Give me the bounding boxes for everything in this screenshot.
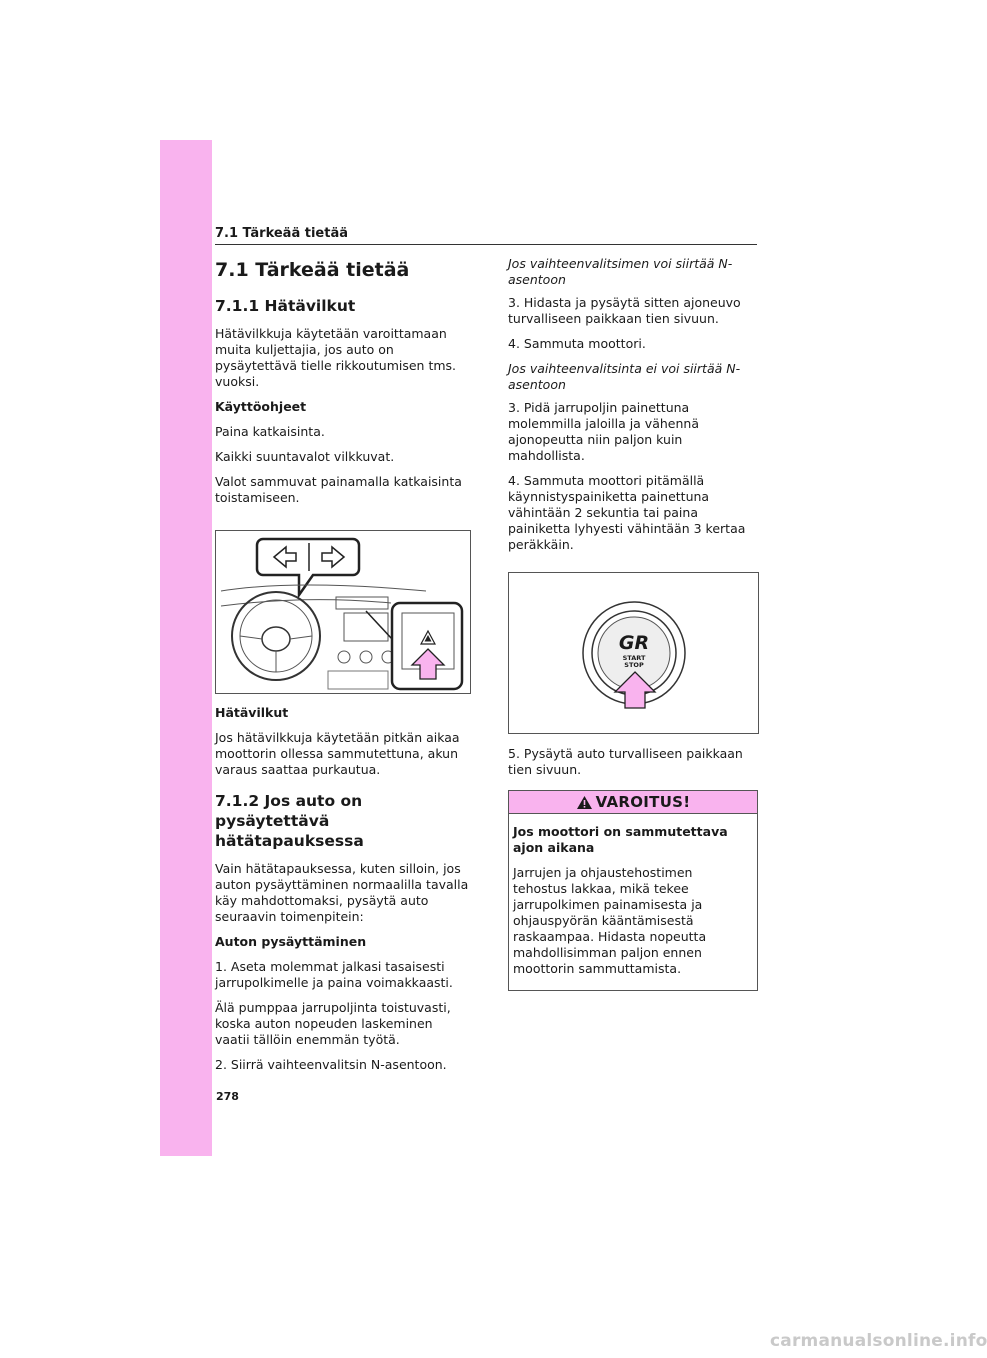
section-title-hazard-lights: 7.1.1 Hätävilkut	[215, 297, 356, 315]
chapter-title: 7.1 Tärkeää tietää	[215, 259, 410, 281]
warning-header	[509, 791, 757, 814]
hazard-note-text: Jos hätävilkkuja käytetään pitkän aikaa moottorin ollessa sammutettuna, akun varaus saattaa purkautua.	[215, 730, 460, 777]
warning-body	[509, 814, 757, 990]
hazard-intro: Hätävilkkuja käytetään varoittamaan muita kuljettajia, jos auto on pysäytettävä tielle rikkoutumisen tms. vuoksi.	[215, 326, 457, 389]
section-title-emergency-stop: 7.1.2 Jos auto on pysäytettävä hätätapauksessa	[215, 792, 364, 850]
case-a-heading: Jos vaihteenvalitsimen voi siirtää N-asentoon	[508, 256, 733, 287]
instructions-heading: Käyttöohjeet	[215, 399, 307, 414]
case-b-heading: Jos vaihteenvalitsinta ei voi siirtää N-asentoon	[508, 361, 741, 392]
step-5: 5. Pysäytä auto turvalliseen paikkaan tien sivuun.	[508, 746, 743, 777]
warning-text: Jarrujen ja ohjaustehostimen tehostus lakkaa, mikä tekee jarrupolkimen painamisesta ja ohjauspyörän kääntämisestä raskaampaa. Hidasta nopeutta mahdollisimman paljon ennen moottorin sammuttamista.	[513, 865, 707, 976]
warning-box	[508, 790, 758, 991]
step-1: 1. Aseta molemmat jalkasi tasaisesti jarrupolkimelle ja paina voimakkaasti.	[215, 959, 453, 990]
running-header: 7.1 Tärkeää tietää	[215, 226, 348, 241]
warning-triangle-icon	[576, 795, 593, 810]
button-label-stop: STOP	[624, 661, 644, 669]
chapter-side-tab	[160, 140, 212, 1156]
case-b-step-3: 3. Pidä jarrupoljin painettuna molemmilla jaloilla ja vähennä ajonopeutta niin paljon kuin mahdollista.	[508, 400, 699, 463]
step-2: 2. Siirrä vaihteenvalitsin N-asentoon.	[215, 1057, 447, 1072]
page-number: 278	[216, 1090, 239, 1103]
header-rule	[215, 244, 757, 245]
start-stop-button-illustration	[508, 572, 759, 734]
instruction-off: Valot sammuvat painamalla katkaisinta toistamiseen.	[215, 474, 462, 505]
footer-watermark: carmanualsonline.info	[770, 1331, 987, 1351]
step-1-note: Älä pumppaa jarrupoljinta toistuvasti, koska auton nopeuden laskeminen vaatii tällöin enemmän työtä.	[215, 1000, 451, 1047]
instruction-press: Paina katkaisinta.	[215, 424, 325, 439]
hazard-note-heading: Hätävilkut	[215, 705, 289, 720]
stopping-heading: Auton pysäyttäminen	[215, 934, 367, 949]
emergency-intro: Vain hätätapauksessa, kuten silloin, jos auton pysäyttäminen normaalilla tavalla käy mahdottomaksi, pysäytä auto seuraavin toimenpitein:	[215, 861, 469, 924]
hazard-switch-illustration	[215, 530, 471, 694]
case-a-step-3: 3. Hidasta ja pysäytä sitten ajoneuvo turvalliseen paikkaan tien sivuun.	[508, 295, 741, 326]
case-a-step-4: 4. Sammuta moottori.	[508, 336, 646, 351]
warning-subtitle: Jos moottori on sammutettava ajon aikana	[513, 824, 728, 855]
case-b-step-4: 4. Sammuta moottori pitämällä käynnistyspainiketta painettuna vähintään 2 sekuntia tai paina painiketta lyhyesti vähintään 3 kertaa peräkkäin.	[508, 473, 746, 552]
gr-logo: GR	[618, 632, 650, 654]
button-label-start: START	[622, 654, 646, 662]
instruction-blink: Kaikki suuntavalot vilkkuvat.	[215, 449, 395, 464]
warning-title: VAROITUS!	[595, 793, 691, 811]
right-column	[508, 256, 758, 991]
left-column	[215, 252, 471, 1082]
